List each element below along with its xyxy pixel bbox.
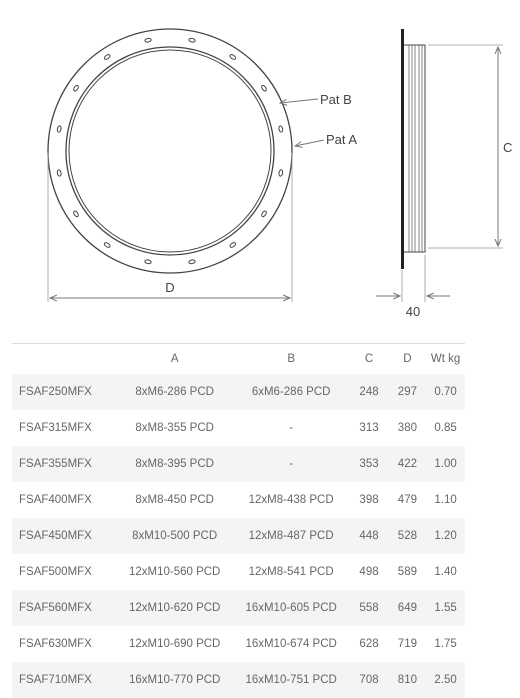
bolt-hole — [104, 54, 111, 61]
cell-c: 498 — [359, 566, 379, 578]
cell-d: 589 — [397, 566, 417, 578]
dimension-c — [428, 45, 512, 248]
cell-c: 353 — [349, 446, 388, 482]
header-wt: Wt kg — [426, 344, 465, 375]
cell-a: 8xM10-500 PCD — [116, 518, 232, 554]
cell-c: 558 — [349, 590, 388, 626]
cell-wt: 2.50 — [426, 662, 465, 698]
cell-wt: 1.00 — [426, 446, 465, 482]
cell-b: - — [233, 446, 349, 482]
cell-a: 8xM8-450 PCD — [135, 494, 214, 506]
cell-model: FSAF400MFX — [19, 494, 92, 506]
cell-model: FSAF710MFX — [12, 662, 116, 698]
bolt-hole — [189, 38, 196, 43]
cell-wt: 1.55 — [426, 590, 465, 626]
table-row — [12, 446, 465, 482]
cell-a: 12xM10-560 PCD — [128, 566, 221, 578]
cell-model: FSAF355MFX — [12, 446, 116, 482]
bolt-hole — [261, 210, 268, 217]
header-a: A — [116, 344, 232, 375]
cell-model: FSAF630MFX — [19, 638, 92, 650]
cell-model: FSAF450MFX — [12, 518, 116, 554]
cell-model: FSAF315MFX — [19, 422, 92, 434]
flange-side-view — [401, 29, 425, 269]
dim-d-label: D — [165, 280, 175, 295]
cell-b: 16xM10-751 PCD — [233, 662, 349, 698]
cell-model: FSAF560MFX — [12, 590, 116, 626]
cell-d: 528 — [389, 518, 427, 554]
bolt-hole — [261, 85, 268, 92]
table-row — [12, 482, 465, 518]
cell-c: 313 — [359, 422, 379, 434]
flange-spec-table — [12, 343, 465, 698]
cell-b: 12xM8-438 PCD — [248, 494, 334, 506]
bolt-hole — [278, 126, 283, 133]
cell-a: 8xM6-286 PCD — [116, 374, 232, 410]
bolt-hole — [57, 126, 62, 133]
bolt-hole — [73, 85, 80, 92]
flange-front-view — [48, 29, 292, 273]
cell-b: 12xM8-541 PCD — [248, 566, 334, 578]
cell-a: 12xM10-690 PCD — [128, 638, 221, 650]
cell-c: 708 — [349, 662, 388, 698]
pat-a-leader — [295, 140, 324, 146]
bolt-hole — [229, 242, 236, 249]
bolt-hole — [278, 170, 283, 177]
bolt-hole — [229, 54, 236, 61]
table-row — [12, 626, 465, 662]
pat-b-leader — [280, 99, 318, 103]
dim-40-label: 40 — [405, 304, 421, 319]
bolt-hole — [104, 242, 111, 249]
cell-a: 8xM8-355 PCD — [135, 422, 214, 434]
cell-b: 16xM10-605 PCD — [233, 590, 349, 626]
dim-c-label: C — [503, 140, 513, 155]
bolt-hole — [57, 170, 62, 177]
cell-d: 810 — [389, 662, 427, 698]
pat-b-label: Pat B — [320, 92, 352, 107]
table-row — [12, 374, 465, 410]
cell-c: 628 — [359, 638, 379, 650]
cell-model: FSAF500MFX — [19, 566, 92, 578]
header-c: C — [349, 344, 388, 375]
cell-d: 422 — [389, 446, 427, 482]
dimension-d — [48, 153, 292, 302]
cell-d: 380 — [397, 422, 417, 434]
cell-d: 649 — [389, 590, 427, 626]
header-d: D — [389, 344, 427, 375]
table-row — [12, 554, 465, 590]
dimension-40 — [376, 255, 450, 319]
cell-a: 12xM10-620 PCD — [116, 590, 232, 626]
cell-c: 398 — [359, 494, 379, 506]
header-model — [12, 344, 116, 375]
cell-b: - — [289, 422, 294, 434]
table-row — [12, 662, 465, 698]
flange-technical-drawing — [0, 0, 520, 330]
bolt-holes — [57, 38, 283, 264]
table-row — [12, 590, 465, 626]
table-row — [12, 410, 465, 446]
table-header-row — [12, 344, 465, 375]
cell-wt: 0.70 — [426, 374, 465, 410]
header-b: B — [233, 344, 349, 375]
cell-wt: 1.10 — [434, 494, 457, 506]
cell-model: FSAF250MFX — [12, 374, 116, 410]
cell-wt: 0.85 — [434, 422, 457, 434]
cell-wt: 1.20 — [426, 518, 465, 554]
bolt-hole — [73, 210, 80, 217]
pat-a-label: Pat A — [326, 132, 358, 147]
cell-d: 479 — [397, 494, 417, 506]
table-row — [12, 518, 465, 554]
cell-c: 248 — [349, 374, 388, 410]
cell-wt: 1.40 — [434, 566, 457, 578]
cell-a: 8xM8-395 PCD — [116, 446, 232, 482]
cell-b: 12xM8-487 PCD — [233, 518, 349, 554]
cell-b: 6xM6-286 PCD — [233, 374, 349, 410]
cell-b: 16xM10-674 PCD — [245, 638, 337, 650]
bolt-hole — [189, 259, 196, 264]
cell-d: 719 — [397, 638, 417, 650]
cell-d: 297 — [389, 374, 427, 410]
cell-c: 448 — [349, 518, 388, 554]
bolt-hole — [145, 259, 152, 264]
bolt-hole — [145, 38, 152, 43]
cell-wt: 1.75 — [434, 638, 457, 650]
cell-a: 16xM10-770 PCD — [116, 662, 232, 698]
